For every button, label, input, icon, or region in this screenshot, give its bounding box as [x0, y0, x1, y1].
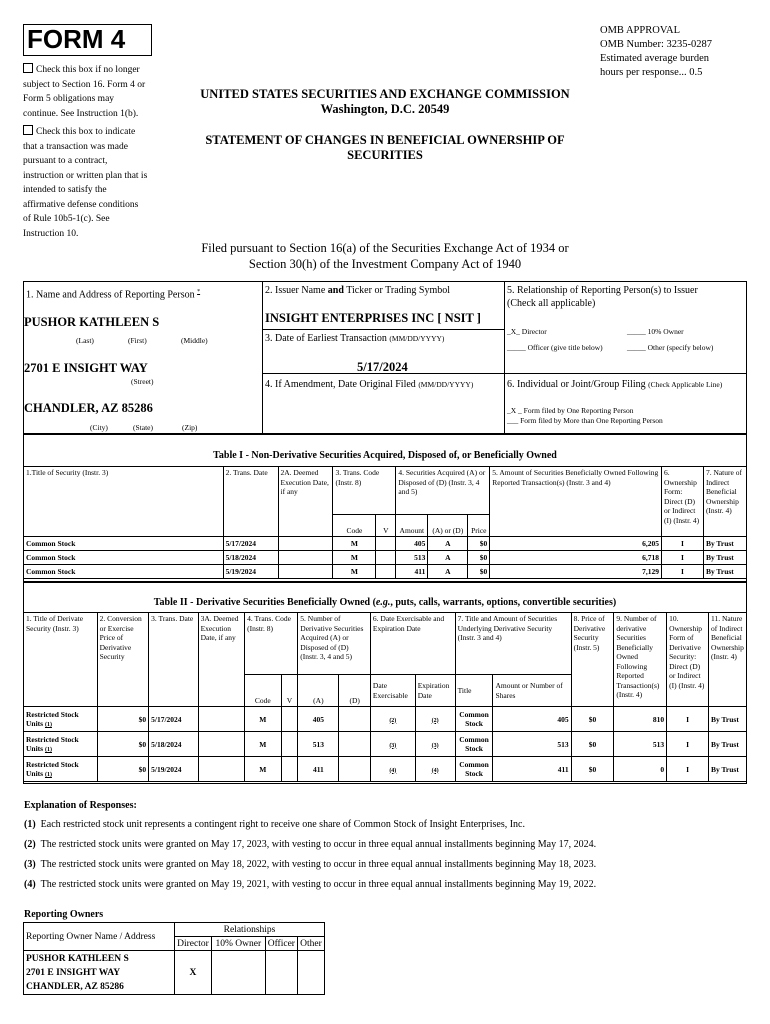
table1: 1.Title of Security (Instr. 3) 2. Trans. Date 2A. Deemed Execution Date, if any 3. Trans. Code (Instr. 8) 4. Securities Acquired (A) or Disposed of (D) (Instr. 3, 4 and 5) 5. Amount of Securities Beneficially Owned Following Reported Transaction(s) (Instr. 3 and 4) 6. Ownership Form: Direct (D) or Indirect (I) (Instr. 4) 7. Nature of Indirect Beneficial Ownership (Instr. 4) Code V Amount (A) or (D) Price Common Stock 5/17/2024 M 405 A $0 6,205 I By Trust Common Stock 5/18/2024 M 513 A $0 6,718 I By Trust Common Stock 5/19/2024 M 411 A $0 7,129 I By Trust — [23, 466, 747, 579]
filing-more-persons[interactable]: ___ Form filed by More than One Reporting Person — [507, 416, 663, 425]
footnote-item: (2) The restricted stock units were granted on May 17, 2023, with vesting to occur in three equal annual installments beginning May 17, 2024. — [24, 839, 597, 850]
explanation-of-responses: Explanation of Responses: (1) Each restricted stock unit represents a contingent right to receive one share of Common Stock of Insight Enterprises, Inc. (2) The restricted stock units were granted on May 17, 2023, with vesting to occur in three equal annual installments beginning May 17, 2024. (3) The restricted stock units were granted on May 18, 2022, with vesting to occur in three equal annual installments beginning May 18, 2023. (4) The restricted stock units were granted on May 19, 2021, with vesting to occur in three equal annual installments beginning May 19, 2022. — [24, 800, 596, 894]
table2-row: Restricted Stock Units (1) $0 5/17/2024 M 405 (2) (2) Common Stock 405 $0 810 I By Trust — [24, 707, 747, 732]
filing-one-person[interactable]: _X _ Form filed by One Reporting Person — [507, 406, 634, 415]
form-title: FORM 4 — [23, 24, 152, 56]
table2-title: Table II - Derivative Securities Beneficially Owned (e.g., puts, calls, warrants, options, convertible securities) — [153, 597, 617, 608]
reporting-owners-title: Reporting Owners — [24, 909, 104, 920]
reporting-street: 2701 E INSIGHT WAY — [24, 361, 148, 375]
table2-row: Restricted Stock Units (1) $0 5/19/2024 M 411 (4) (4) Common Stock 411 $0 0 I By Trust — [24, 757, 747, 782]
table1-title: Table I - Non-Derivative Securities Acquired, Disposed of, or Beneficially Owned — [213, 450, 557, 461]
box3-label: 3. Date of Earliest Transaction (MM/DD/YYYY) — [265, 333, 445, 344]
footnote-item: (3) The restricted stock units were granted on May 18, 2022, with vesting to occur in three equal annual installments beginning May 18, 2023. — [24, 859, 597, 870]
box4-label: 4. If Amendment, Date Original Filed (MM/DD/YYYY) — [265, 379, 474, 390]
table1-row: Common Stock 5/19/2024 M 411 A $0 7,129 I By Trust — [24, 565, 747, 579]
footnote-item: (1) Each restricted stock unit represents a contingent right to receive one share of Common Stock of Insight Enterprises, Inc. — [24, 819, 525, 830]
rel-other[interactable]: _____ Other (specify below) — [627, 343, 714, 352]
rel-officer[interactable]: _____ Officer (give title below) — [507, 343, 603, 352]
box2-label: 2. Issuer Name and Ticker or Trading Symbol — [265, 285, 451, 296]
reporting-city-state: CHANDLER, AZ 85286 — [24, 401, 153, 415]
table2: 1. Title of Derivate Security (Instr. 3) 2. Conversion or Exercise Price of Derivative Security 3. Trans. Date 3A. Deemed Execution Date, if any 4. Trans. Code (Instr. 8) 5. Number of Derivative Securities Acquired (A) or Disposed of (D) (Instr. 3, 4 and 5) 6. Date Exercisable and Expiration Date 7. Title and Amount of Securities Underlying Derivative Security (Instr. 3 and 4) 8. Price of Derivative Security (Instr. 5) 9. Number of derivative Securities Beneficially Owned Following Reported Transaction(s) (Instr. 4) 10. Ownership Form of Derivative Security: Direct (D) or Indirect (I) (Instr. 4) 11. Nature of Indirect Beneficial Ownership (Instr. 4) Code V (A) (D) Date Exercisable Expiration Date Title Amount or Number of Shares Restricted Stock Units (1) $0 5/17/2024 M 405 (2) (2) Common Stock 405 $0 810 I By Trust Restricted Stock Units (1) $0 5/18/2024 M 513 (3) (3) Common Stock 513 $0 513 I By Trust Restricted Stock Units (1) $0 5/19/2024 M 411 (4) (4) Common Stock 411 $0 0 I By Trust — [23, 612, 747, 782]
reporting-owner-row: PUSHOR KATHLEEN S 2701 E INSIGHT WAY CHANDLER, AZ 85286 X — [24, 951, 325, 995]
statement-title: STATEMENT OF CHANGES IN BENEFICIAL OWNERSHIP OF SECURITIES — [205, 133, 565, 162]
table1-row: Common Stock 5/17/2024 M 405 A $0 6,205 I By Trust — [24, 537, 747, 551]
filed-pursuant-text: Filed pursuant to Section 16(a) of the Securities Exchange Act of 1934 or Section 30(h) of the Investment Company Act of 1940 — [201, 241, 569, 271]
rel-10pct-owner[interactable]: _____ 10% Owner — [627, 327, 684, 336]
checkbox-10b5-1[interactable]: Check this box to indicate that a transaction was made pursuant to a contract, instruction or written plan that is intended to satisfy the affirmative defense conditions of Rule 10b5-1(c). See Instruction 10. — [23, 127, 148, 239]
footnote-item: (4) The restricted stock units were granted on May 19, 2021, with vesting to occur in three equal annual installments beginning May 19, 2022. — [24, 879, 597, 890]
rel-director[interactable]: _X_ Director — [507, 327, 547, 336]
reporting-person-name: PUSHOR KATHLEEN S — [24, 315, 160, 329]
box1-label: 1. Name and Address of Reporting Person * — [26, 289, 201, 301]
box5-label: 5. Relationship of Reporting Person(s) to Issuer (Check all applicable) — [507, 285, 698, 309]
omb-approval: OMB APPROVAL OMB Number: 3235-0287 Estimated average burden hours per response... 0.5 — [600, 25, 712, 78]
box6-label: 6. Individual or Joint/Group Filing (Check Applicable Line) — [507, 379, 723, 390]
table1-row: Common Stock 5/18/2024 M 513 A $0 6,718 I By Trust — [24, 551, 747, 565]
table2-row: Restricted Stock Units (1) $0 5/18/2024 M 513 (3) (3) Common Stock 513 $0 513 I By Trust — [24, 732, 747, 757]
checkbox-box[interactable] — [23, 63, 33, 73]
reporting-owners-table: Reporting Owner Name / Address Relationships Director 10% Owner Officer Other PUSHOR KATHLEEN S 2701 E INSIGHT WAY CHANDLER, AZ 85286 X — [23, 922, 325, 995]
checkbox-no-longer-subject[interactable]: Check this box if no longer subject to Section 16. Form 4 or Form 5 obligations may continue. See Instruction 1(b). — [23, 65, 146, 119]
agency-heading: UNITED STATES SECURITIES AND EXCHANGE COMMISSION Washington, D.C. 20549 — [200, 87, 570, 116]
checkbox-box[interactable] — [23, 125, 33, 135]
earliest-transaction-date: 5/17/2024 — [357, 360, 408, 374]
issuer-name: INSIGHT ENTERPRISES INC [ NSIT ] — [265, 311, 481, 325]
